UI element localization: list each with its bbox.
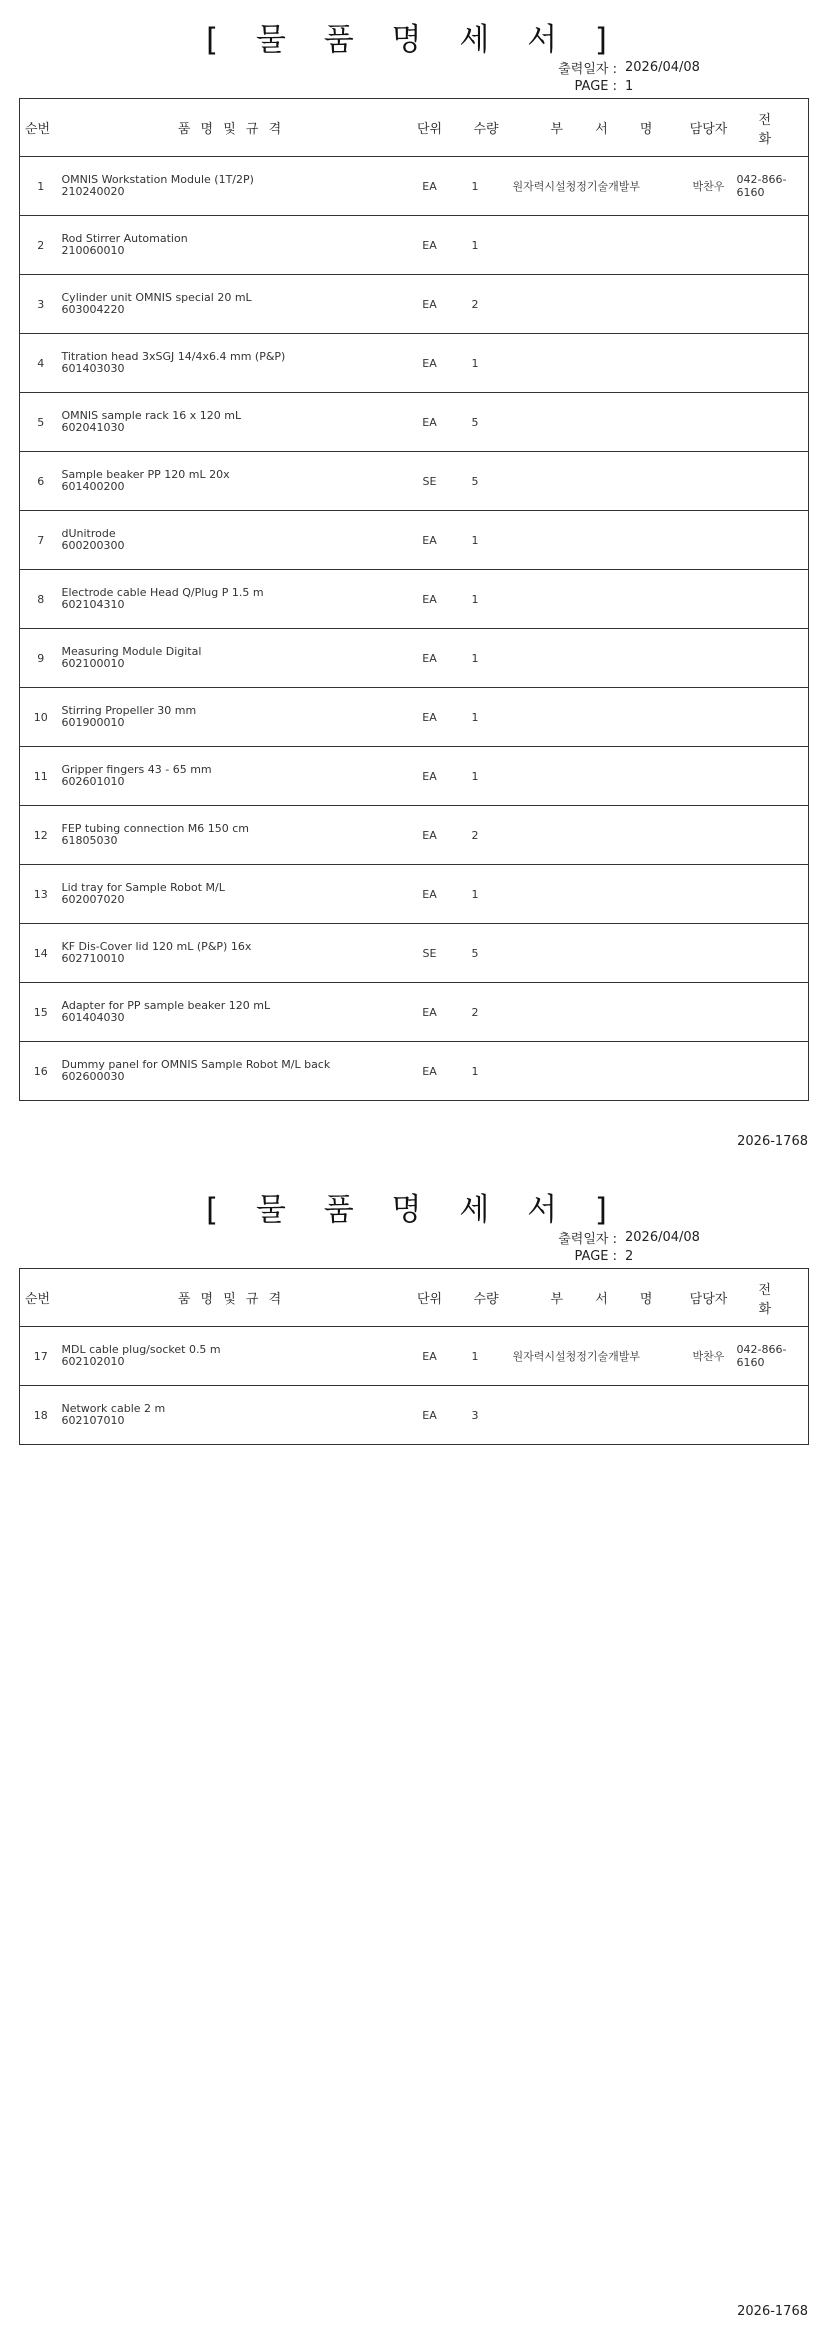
item-qty: 1	[459, 688, 513, 747]
document-number: 2026-1768	[737, 2304, 808, 2319]
item-code: 601900010	[61, 716, 125, 729]
item-manager: 박찬우	[681, 1327, 737, 1386]
row-number: 5	[20, 393, 62, 452]
item-unit: EA	[401, 511, 459, 570]
item-unit: EA	[401, 216, 459, 275]
page-number: 2	[625, 1249, 634, 1264]
header-name: 품 명 및 규 격	[62, 99, 401, 157]
table-row	[20, 570, 809, 629]
item-manager	[681, 924, 737, 983]
item-name: Dummy panel for OMNIS Sample Robot M/L back	[61, 1058, 331, 1071]
item-unit: SE	[401, 452, 459, 511]
item-code: 210060010	[61, 244, 125, 257]
item-code: 600200300	[61, 539, 125, 552]
item-name: KF Dis-Cover lid 120 mL (P&P) 16x	[61, 940, 252, 953]
header-manager: 담당자	[681, 1269, 737, 1327]
page-label: PAGE :	[574, 1249, 617, 1264]
item-phone	[737, 393, 809, 452]
item-dept	[513, 924, 681, 983]
item-name: Gripper fingers 43 - 65 mm	[61, 763, 212, 776]
table-row	[20, 983, 809, 1042]
item-name: OMNIS sample rack 16 x 120 mL	[61, 409, 242, 422]
item-manager	[681, 393, 737, 452]
item-manager	[681, 629, 737, 688]
header-qty: 수량	[459, 99, 513, 157]
page-label: PAGE :	[574, 79, 617, 94]
row-number: 1	[20, 157, 62, 216]
header-qty: 수량	[459, 1269, 513, 1327]
print-date-label: 출력일자 :	[558, 62, 617, 77]
row-number: 11	[20, 747, 62, 806]
item-unit: EA	[401, 334, 459, 393]
item-cell	[62, 275, 401, 334]
item-dept: 원자력시설청정기술개발부	[513, 1327, 681, 1386]
header-phone: 전 화	[737, 1269, 809, 1327]
header-unit: 단위	[401, 1269, 459, 1327]
table-header-row	[20, 99, 809, 157]
row-number: 10	[20, 688, 62, 747]
header-dept: 부 서 명	[513, 99, 681, 157]
item-code: 601400200	[61, 480, 125, 493]
item-unit: EA	[401, 1327, 459, 1386]
item-name: Sample beaker PP 120 mL 20x	[61, 468, 230, 481]
item-manager: 박찬우	[681, 157, 737, 216]
item-cell	[62, 1042, 401, 1101]
item-manager	[681, 983, 737, 1042]
table-row	[20, 275, 809, 334]
document-number: 2026-1768	[737, 1134, 808, 1149]
item-qty: 1	[459, 216, 513, 275]
row-number: 16	[20, 1042, 62, 1101]
item-qty: 1	[459, 570, 513, 629]
item-code: 602041030	[61, 421, 125, 434]
item-qty: 1	[459, 1042, 513, 1101]
table-row	[20, 924, 809, 983]
header-no: 순번	[20, 1269, 62, 1327]
item-name: Lid tray for Sample Robot M/L	[61, 881, 225, 894]
item-name: MDL cable plug/socket 0.5 m	[61, 1343, 221, 1356]
item-dept	[513, 275, 681, 334]
item-cell	[62, 157, 401, 216]
row-number: 8	[20, 570, 62, 629]
item-manager	[681, 1042, 737, 1101]
item-dept	[513, 511, 681, 570]
item-manager	[681, 334, 737, 393]
table-row	[20, 806, 809, 865]
row-number: 14	[20, 924, 62, 983]
header-no: 순번	[20, 99, 62, 157]
header-unit: 단위	[401, 99, 459, 157]
item-phone	[737, 570, 809, 629]
item-cell	[62, 983, 401, 1042]
item-manager	[681, 747, 737, 806]
item-code: 602102010	[61, 1355, 125, 1368]
item-code: 210240020	[61, 185, 125, 198]
item-unit: SE	[401, 924, 459, 983]
header-phone: 전 화	[737, 99, 809, 157]
page-meta	[549, 58, 705, 96]
item-unit: EA	[401, 806, 459, 865]
item-phone	[737, 688, 809, 747]
item-qty: 1	[459, 1327, 513, 1386]
item-cell	[62, 747, 401, 806]
item-cell	[62, 1386, 401, 1445]
document-page-2	[0, 1170, 827, 2340]
item-dept	[513, 747, 681, 806]
table-body	[20, 1327, 809, 1445]
table-row	[20, 334, 809, 393]
header-dept: 부 서 명	[513, 1269, 681, 1327]
item-code: 601404030	[61, 1011, 125, 1024]
item-qty: 1	[459, 511, 513, 570]
item-qty: 1	[459, 629, 513, 688]
item-qty: 5	[459, 452, 513, 511]
item-cell	[62, 570, 401, 629]
item-cell	[62, 216, 401, 275]
item-qty: 1	[459, 334, 513, 393]
item-phone	[737, 275, 809, 334]
item-unit: EA	[401, 393, 459, 452]
item-qty: 2	[459, 806, 513, 865]
table-row	[20, 688, 809, 747]
item-name: Measuring Module Digital	[61, 645, 202, 658]
page-number: 1	[625, 79, 634, 94]
table-row	[20, 629, 809, 688]
item-name: Adapter for PP sample beaker 120 mL	[61, 999, 271, 1012]
document-title: [ 물 품 명 세 서 ]	[205, 22, 622, 58]
item-cell	[62, 806, 401, 865]
table-row	[20, 1042, 809, 1101]
item-qty: 1	[459, 747, 513, 806]
item-unit: EA	[401, 629, 459, 688]
table-row	[20, 157, 809, 216]
item-manager	[681, 452, 737, 511]
item-code: 602104310	[61, 598, 125, 611]
item-phone: 042-866-6160	[737, 157, 809, 216]
print-date-value: 2026/04/08	[625, 60, 700, 75]
items-table	[19, 98, 809, 1101]
header-manager: 담당자	[681, 99, 737, 157]
item-code: 602100010	[61, 657, 125, 670]
item-cell	[62, 393, 401, 452]
item-unit: EA	[401, 983, 459, 1042]
item-cell	[62, 1327, 401, 1386]
table-row	[20, 1386, 809, 1445]
item-unit: EA	[401, 688, 459, 747]
row-number: 4	[20, 334, 62, 393]
table-row	[20, 865, 809, 924]
item-phone	[737, 452, 809, 511]
item-unit: EA	[401, 1386, 459, 1445]
item-dept	[513, 688, 681, 747]
header-name: 품 명 및 규 격	[62, 1269, 401, 1327]
item-name: Rod Stirrer Automation	[61, 232, 188, 245]
row-number: 3	[20, 275, 62, 334]
items-table	[19, 1268, 809, 1445]
row-number: 17	[20, 1327, 62, 1386]
item-qty: 2	[459, 983, 513, 1042]
row-number: 18	[20, 1386, 62, 1445]
table-header-row	[20, 1269, 809, 1327]
item-phone	[737, 216, 809, 275]
item-code: 602107010	[61, 1414, 125, 1427]
item-qty: 5	[459, 393, 513, 452]
item-qty: 1	[459, 865, 513, 924]
item-name: OMNIS Workstation Module (1T/2P)	[61, 173, 254, 186]
row-number: 2	[20, 216, 62, 275]
item-cell	[62, 629, 401, 688]
item-manager	[681, 865, 737, 924]
item-code: 602007020	[61, 893, 125, 906]
item-dept	[513, 393, 681, 452]
table-row	[20, 511, 809, 570]
table-body	[20, 157, 809, 1101]
item-cell	[62, 334, 401, 393]
item-code: 61805030	[61, 834, 118, 847]
document-title: [ 물 품 명 세 서 ]	[205, 1192, 622, 1228]
item-dept	[513, 629, 681, 688]
item-name: Stirring Propeller 30 mm	[61, 704, 197, 717]
item-code: 602710010	[61, 952, 125, 965]
table-row	[20, 1327, 809, 1386]
item-phone	[737, 806, 809, 865]
item-manager	[681, 570, 737, 629]
row-number: 13	[20, 865, 62, 924]
item-phone	[737, 629, 809, 688]
row-number: 7	[20, 511, 62, 570]
item-manager	[681, 688, 737, 747]
item-dept	[513, 216, 681, 275]
item-unit: EA	[401, 157, 459, 216]
item-unit: EA	[401, 747, 459, 806]
item-code: 603004220	[61, 303, 125, 316]
item-phone	[737, 747, 809, 806]
item-dept: 원자력시설청정기술개발부	[513, 157, 681, 216]
item-phone	[737, 983, 809, 1042]
table-row	[20, 216, 809, 275]
print-date-label: 출력일자 :	[558, 1232, 617, 1247]
item-name: FEP tubing connection M6 150 cm	[61, 822, 250, 835]
item-code: 602600030	[61, 1070, 125, 1083]
item-manager	[681, 216, 737, 275]
item-dept	[513, 570, 681, 629]
item-dept	[513, 983, 681, 1042]
item-name: Titration head 3xSGJ 14/4x6.4 mm (P&P)	[61, 350, 286, 363]
item-phone	[737, 924, 809, 983]
item-phone: 042-866-6160	[737, 1327, 809, 1386]
item-name: dUnitrode	[61, 527, 116, 540]
item-name: Electrode cable Head Q/Plug P 1.5 m	[61, 586, 264, 599]
item-phone	[737, 1042, 809, 1101]
item-cell	[62, 511, 401, 570]
item-manager	[681, 275, 737, 334]
item-phone	[737, 334, 809, 393]
item-qty: 3	[459, 1386, 513, 1445]
page-meta	[549, 1228, 705, 1266]
item-unit: EA	[401, 1042, 459, 1101]
row-number: 9	[20, 629, 62, 688]
item-qty: 5	[459, 924, 513, 983]
item-qty: 1	[459, 157, 513, 216]
table-row	[20, 393, 809, 452]
item-cell	[62, 688, 401, 747]
row-number: 12	[20, 806, 62, 865]
item-manager	[681, 1386, 737, 1445]
item-name: Network cable 2 m	[61, 1402, 166, 1415]
table-row	[20, 747, 809, 806]
item-unit: EA	[401, 570, 459, 629]
row-number: 15	[20, 983, 62, 1042]
item-dept	[513, 806, 681, 865]
item-cell	[62, 452, 401, 511]
item-unit: EA	[401, 275, 459, 334]
item-name: Cylinder unit OMNIS special 20 mL	[61, 291, 252, 304]
item-code: 601403030	[61, 362, 125, 375]
item-cell	[62, 865, 401, 924]
item-dept	[513, 334, 681, 393]
item-dept	[513, 1042, 681, 1101]
item-phone	[737, 511, 809, 570]
item-cell	[62, 924, 401, 983]
table-row	[20, 452, 809, 511]
item-manager	[681, 806, 737, 865]
item-code: 602601010	[61, 775, 125, 788]
item-phone	[737, 1386, 809, 1445]
item-dept	[513, 452, 681, 511]
row-number: 6	[20, 452, 62, 511]
print-date-value: 2026/04/08	[625, 1230, 700, 1245]
item-manager	[681, 511, 737, 570]
item-unit: EA	[401, 865, 459, 924]
item-qty: 2	[459, 275, 513, 334]
item-phone	[737, 865, 809, 924]
item-dept	[513, 1386, 681, 1445]
item-dept	[513, 865, 681, 924]
